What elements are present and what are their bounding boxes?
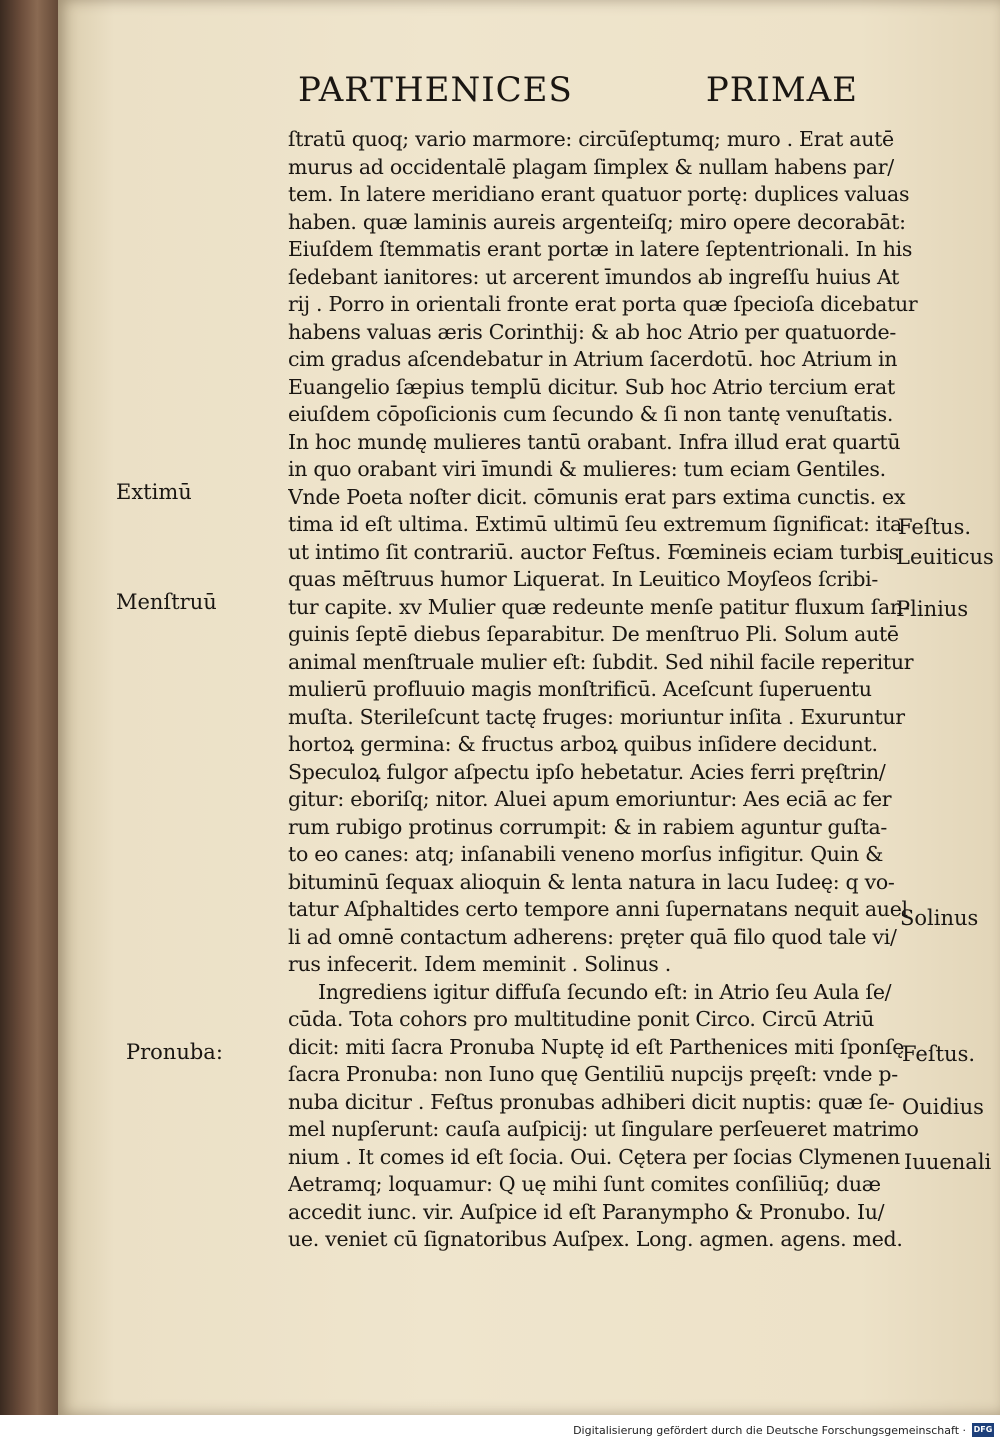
text-line: habens valuas æris Corinthij: & ab hoc Atrio per quatuorde- [288,319,897,344]
text-line: accedit iunc. vir. Auſpice id eſt Paranympho & Pronubo. Iu/ [288,1199,885,1224]
text-line: ſedebant ianitores: ut arcerent īmundos ab ingreſſu huius At [288,264,900,289]
text-line: ſacra Pronuba: non Iuno quę Gentiliū nupcijs pręeſt: vnde p- [288,1062,898,1086]
margin-note-right: Iuuenali [904,1150,992,1174]
text-line: animal menſtruale mulier eſt: ſubdit. Sed nihil facile reperitur [288,649,914,674]
margin-note-left: Extimū [116,480,192,504]
margin-note-right: Feſtus. [898,515,972,539]
margin-note-right: Solinus [900,906,979,930]
text-line: muſta. Sterileſcunt tactę fruges: moriuntur inſita . Exuruntur [288,704,905,729]
text-line: murus ad occidentalē plagam ſimplex & nullam habens par/ [288,154,894,179]
text-line: li ad omnē contactum adherens: pręter quā filo quod tale vi/ [288,924,897,949]
text-line: Ingrediens igitur diffuſa ſecundo eſt: in Atrio ſeu Aula ſe/ [318,979,892,1004]
text-line: rij . Porro in orientali fronte erat porta quæ ſpecioſa dicebatur [288,292,918,316]
margin-note-right: Leuiticus [896,545,994,569]
text-line: Speculoꝝ fulgor aſpectu ipſo hebetatur. Acies ferri pręſtrin/ [288,759,886,784]
margin-note-right: Plinius [896,597,969,621]
text-line: Eiuſdem ſtemmatis erant portæ in latere ſeptentrionali. In his [288,237,913,261]
margin-note-left: Menſtruū [116,590,217,614]
text-line: rus infecerit. Idem meminit . Solinus . [288,952,671,976]
funding-credit: Digitalisierung gefördert durch die Deutsche Forschungsgemeinschaft · [573,1424,966,1437]
text-line: tur capite. xv Mulier quæ redeunte menſe patitur fluxum ſan- [288,594,910,619]
text-line: tima id eſt ultima. Extimū ultimū ſeu extremum ſignificat: ita [288,512,902,536]
text-line: rum rubigo protinus corrumpit: & in rabiem aguntur guſta- [288,814,888,839]
text-line: dicit: miti ſacra Pronuba Nuptę id eſt Parthenices miti ſponſę [288,1034,905,1059]
text-line: hortoꝝ germina: & fructus arboꝝ quibus inſidere decidunt. [288,732,878,756]
text-line: mel nupſerunt: cauſa auſpicij: ut ſingulare perſeueret matrimo [288,1117,919,1141]
text-line: quas mēſtruus humor Liquerat. In Leuitico Moyſeos ſcribi- [288,567,879,591]
text-line: ut intimo ſit contrariū. auctor Feſtus. Fœmineis eciam turbis [288,539,899,564]
text-line: nium . It comes id eſt ſocia. Oui. Cętera per ſocias Clymenen [288,1144,900,1169]
text-line: cūda. Tota cohors pro multitudine ponit Circo. Circū Atriū [288,1007,875,1031]
margin-note-left: Pronuba: [126,1040,223,1064]
text-line: mulierū profluuio magis monſtrificū. Aceſcunt ſuperuentu [288,677,872,701]
text-line: tatur Aſphaltides certo tempore anni ſupernatans nequit auel [288,897,908,921]
running-head-left: PARTHENICES [298,70,573,110]
margin-note-right: Feſtus. [902,1042,976,1066]
text-line: Aetramq; loquamur: Q uę mihi ſunt comites conſiliūq; duæ [288,1172,881,1196]
running-head [298,70,858,110]
text-line: cim gradus aſcendebatur in Atrium ſacerdotū. hoc Atrium in [288,347,898,371]
text-line: nuba dicitur . Feſtus pronubas adhiberi dicit nuptis: quæ ſe- [288,1089,895,1114]
running-head-right: PRIMAE [705,70,858,110]
text-line: Vnde Poeta noſter dicit. cōmunis erat pars extima cunctis. ex [288,484,906,509]
margin-note-right: Ouidius [902,1095,984,1119]
footer-bar [0,1415,1000,1447]
text-line: eiuſdem cōpoſicionis cum ſecundo & ſi non tantę venuſtatis. [288,402,894,426]
text-line: ue. veniet cū ſignatoribus Auſpex. Long. agmen. agens. med. [288,1227,903,1251]
book-page [58,0,1000,1415]
text-line: In hoc mundę mulieres tantū orabant. Infra illud erat quartū [288,429,901,454]
book-leaf-edge [0,0,62,1415]
text-line: gitur: eboriſq; nitor. Aluei apum emoriuntur: Aes eciā ac fer [288,787,892,811]
text-line: tem. In latere meridiano erant quatuor portę: duplices valuas [288,182,910,206]
dfg-logo: DFG [972,1423,994,1437]
text-line: haben. quæ laminis aureis argenteiſq; miro opere decorabāt: [288,209,906,234]
text-line: Euangelio ſæpius templū dicitur. Sub hoc Atrio tercium erat [288,374,895,399]
text-line: guinis ſeptē diebus ſeparabitur. De menſtruo Pli. Solum autē [288,622,899,646]
body-text [288,126,948,1254]
text-line: to eo canes: atq; inſanabili veneno morſus infigitur. Quin & [288,842,884,866]
text-line: ſtratū quoq; vario marmore: circūſeptumq; muro . Erat autē [288,127,894,151]
text-line: in quo orabant viri īmundi & mulieres: tum eciam Gentiles. [288,457,886,481]
text-line: bituminū ſequax alioquin & lenta natura in lacu Iudeę: q vo- [288,869,895,894]
